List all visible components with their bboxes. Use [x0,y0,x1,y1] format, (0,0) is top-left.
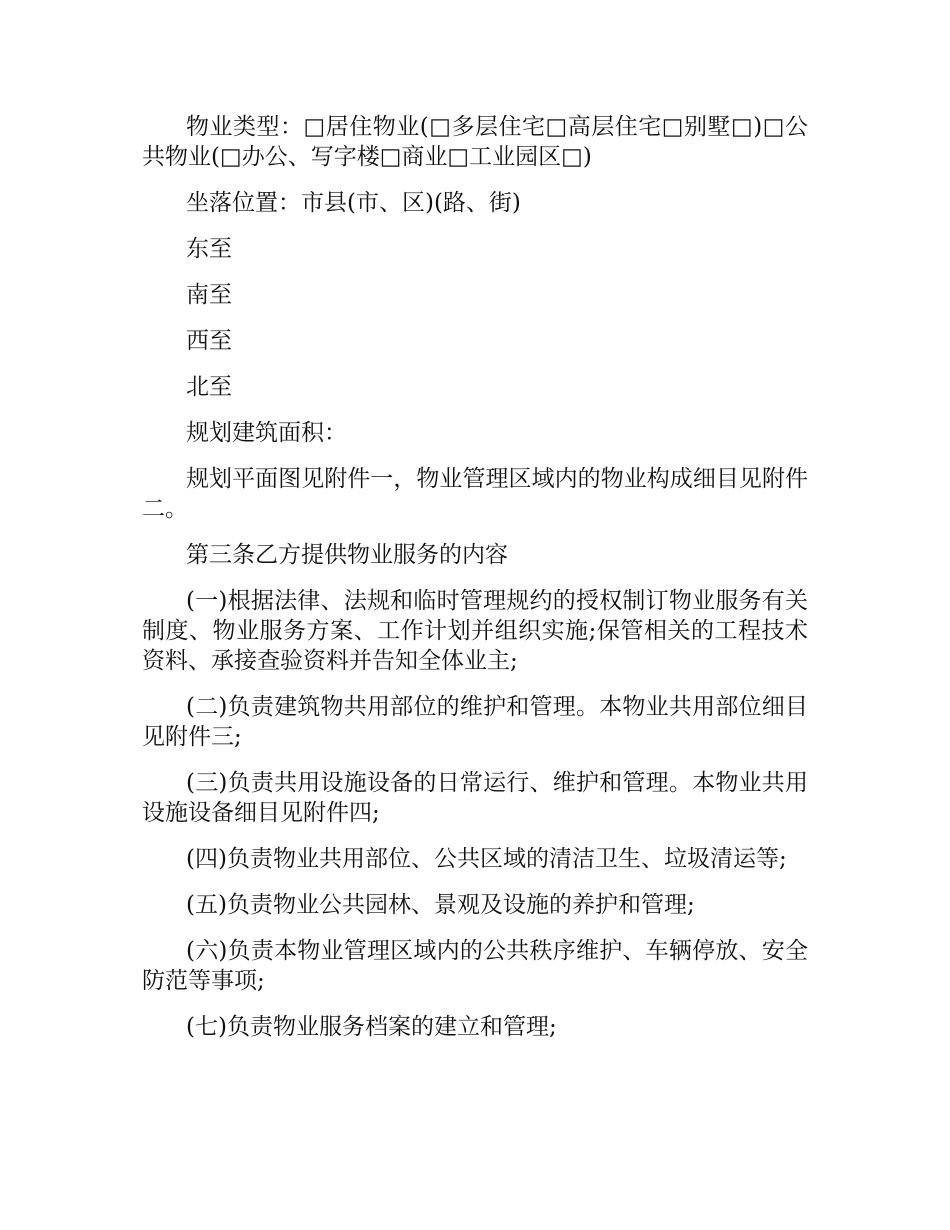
service-item-6: (六)负责本物业管理区域内的公共秩序维护、车辆停放、安全防范等事项; [142,938,808,994]
service-item-4: (四)负责物业共用部位、公共区域的清洁卫生、垃圾清运等; [186,846,787,872]
south-boundary-paragraph: 南至 [186,282,232,308]
planned-area-paragraph: 规划建筑面积： [186,420,347,446]
article-three-heading: 第三条乙方提供物业服务的内容 [186,542,508,568]
location-paragraph: 坐落位置：市县(市、区)(路、街) [186,190,521,216]
service-item-7: (七)负责物业服务档案的建立和管理; [186,1014,557,1040]
west-boundary-paragraph: 西至 [186,328,232,354]
service-item-5: (五)负责物业公共园林、景观及设施的养护和管理; [186,892,695,918]
property-type-paragraph: 物业类型：□居住物业(□多层住宅□高层住宅□别墅□)□公共物业(□办公、写字楼□商业□工业园区□) [142,114,808,170]
service-item-2: (二)负责建筑物共用部位的维护和管理。本物业共用部位细目见附件三; [142,694,808,750]
attachment-reference-paragraph: 规划平面图见附件一，物业管理区域内的物业构成细目见附件二。 [142,466,808,522]
document-page [142,112,808,1058]
service-item-3: (三)负责共用设施设备的日常运行、维护和管理。本物业共用设施设备细目见附件四; [142,770,808,826]
east-boundary-paragraph: 东至 [186,236,232,262]
north-boundary-paragraph: 北至 [186,374,232,400]
service-item-1: (一)根据法律、法规和临时管理规约的授权制订物业服务有关制度、物业服务方案、工作计划并组织实施;保管相关的工程技术资料、承接查验资料并告知全体业主; [142,588,808,674]
